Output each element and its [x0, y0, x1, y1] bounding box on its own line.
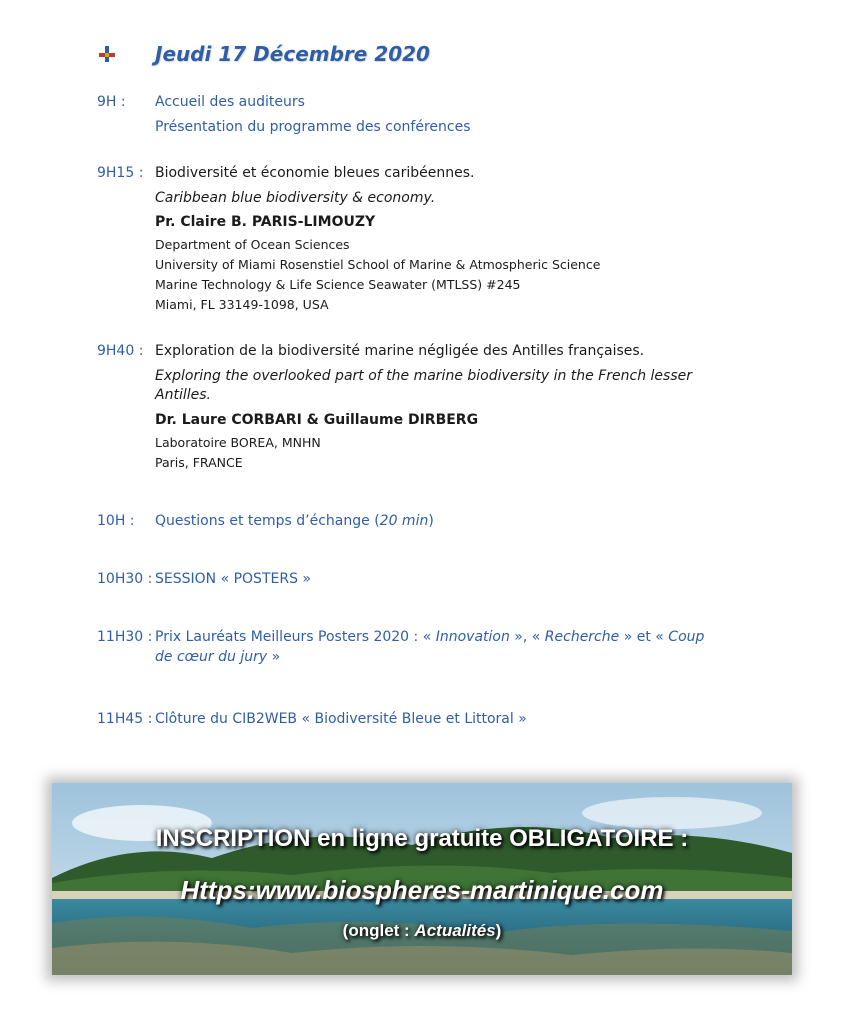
talk2-title-en: Exploring the overlooked part of the marine biodiversity in the French lesser — [155, 368, 692, 384]
registration-title: INSCRIPTION en ligne gratuite OBLIGATOIRE : — [155, 825, 689, 852]
registration-url[interactable]: Https:www.biospheres-martinique.com — [180, 875, 664, 905]
talk2-affiliation: Laboratoire BOREA, MNHN — [155, 435, 321, 450]
time-9h: 9H : — [97, 94, 126, 110]
poster-prize-line-cont: de cœur du jury » — [155, 649, 281, 665]
welcome-line: Accueil des auditeurs — [155, 94, 305, 110]
day-heading: Jeudi 17 Décembre 2020 — [155, 42, 430, 66]
time-9h40: 9H40 : — [97, 343, 144, 359]
bullet-cross-icon — [97, 44, 117, 64]
presentation-line: Présentation du programme des conférences — [155, 119, 471, 135]
closing-line: Clôture du CIB2WEB « Biodiversité Bleue et Littoral » — [155, 711, 527, 727]
talk2-title-en-cont: Antilles. — [155, 387, 211, 403]
time-10h: 10H : — [97, 513, 135, 529]
poster-prize-line: Prix Lauréats Meilleurs Posters 2020 : « Innovation », « Recherche » et « Coup — [155, 629, 705, 645]
time-11h30: 11H30 : — [97, 629, 153, 645]
time-9h15: 9H15 : — [97, 165, 144, 181]
time-11h45: 11H45 : — [97, 711, 153, 727]
talk1-affiliation: University of Miami Rosenstiel School of Marine & Atmospheric Science — [155, 257, 601, 272]
talk1-affiliation: Department of Ocean Sciences — [155, 237, 350, 252]
registration-tab-note: (onglet : Actualités) — [342, 921, 502, 940]
posters-session-line: SESSION « POSTERS » — [155, 571, 311, 587]
talk2-affiliation: Paris, FRANCE — [155, 455, 243, 470]
questions-line: Questions et temps d’échange (20 min) — [155, 513, 434, 529]
talk1-affiliation: Miami, FL 33149-1098, USA — [155, 297, 329, 312]
talk1-title-fr: Biodiversité et économie bleues caribéennes. — [155, 165, 475, 181]
talk1-affiliation: Marine Technology & Life Science Seawater (MTLSS) #245 — [155, 277, 521, 292]
talk2-speaker: Dr. Laure CORBARI & Guillaume DIRBERG — [155, 412, 479, 428]
registration-banner — [52, 783, 792, 975]
time-10h30: 10H30 : — [97, 571, 153, 587]
talk2-title-fr: Exploration de la biodiversité marine négligée des Antilles françaises. — [155, 343, 645, 359]
talk1-title-en: Caribbean blue biodiversity & economy. — [155, 190, 436, 206]
talk1-speaker: Pr. Claire B. PARIS-LIMOUZY — [155, 214, 376, 230]
